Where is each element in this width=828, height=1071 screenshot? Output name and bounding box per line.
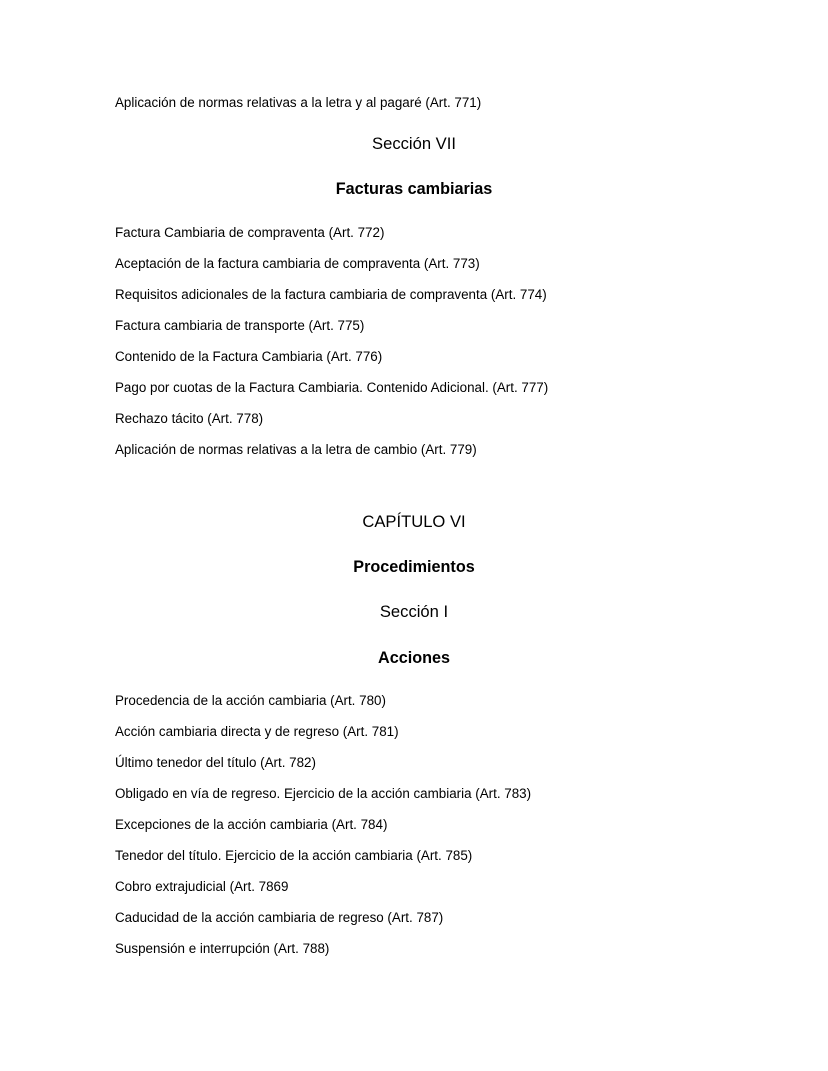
toc-entry: Aceptación de la factura cambiaria de compraventa (Art. 773) <box>115 256 480 271</box>
toc-entry: Excepciones de la acción cambiaria (Art. 784) <box>115 817 388 832</box>
toc-entry: Factura cambiaria de transporte (Art. 775) <box>115 318 365 333</box>
section-i-title: Acciones <box>378 649 450 667</box>
toc-entry-art-771: Aplicación de normas relativas a la letra y al pagaré (Art. 771) <box>115 95 482 110</box>
toc-entry: Contenido de la Factura Cambiaria (Art. 776) <box>115 349 383 364</box>
section-i-heading: Sección I <box>379 602 449 621</box>
section-vii-heading: Sección VII <box>372 134 456 153</box>
toc-entry: Caducidad de la acción cambiaria de regreso (Art. 787) <box>115 910 444 925</box>
toc-entry: Tenedor del título. Ejercicio de la acción cambiaria (Art. 785) <box>115 848 473 863</box>
toc-entry: Pago por cuotas de la Factura Cambiaria. Contenido Adicional. (Art. 777) <box>115 380 549 395</box>
toc-entry: Cobro extrajudicial (Art. 7869 <box>115 879 289 894</box>
toc-entry: Último tenedor del título (Art. 782) <box>115 755 316 770</box>
chapter-vi-title: Procedimientos <box>353 558 475 576</box>
chapter-vi-heading: CAPÍTULO VI <box>362 512 466 531</box>
toc-entry: Factura Cambiaria de compraventa (Art. 772) <box>115 225 385 240</box>
toc-entry: Procedencia de la acción cambiaria (Art. 780) <box>115 693 386 708</box>
toc-entry: Requisitos adicionales de la factura cambiaria de compraventa (Art. 774) <box>115 287 547 302</box>
toc-entry: Aplicación de normas relativas a la letra de cambio (Art. 779) <box>115 442 477 457</box>
toc-entry: Acción cambiaria directa y de regreso (Art. 781) <box>115 724 399 739</box>
toc-entry: Rechazo tácito (Art. 778) <box>115 411 264 426</box>
section-vii-title: Facturas cambiarias <box>335 180 493 198</box>
toc-entry: Obligado en vía de regreso. Ejercicio de la acción cambiaria (Art. 783) <box>115 786 532 801</box>
toc-entry: Suspensión e interrupción (Art. 788) <box>115 941 330 956</box>
